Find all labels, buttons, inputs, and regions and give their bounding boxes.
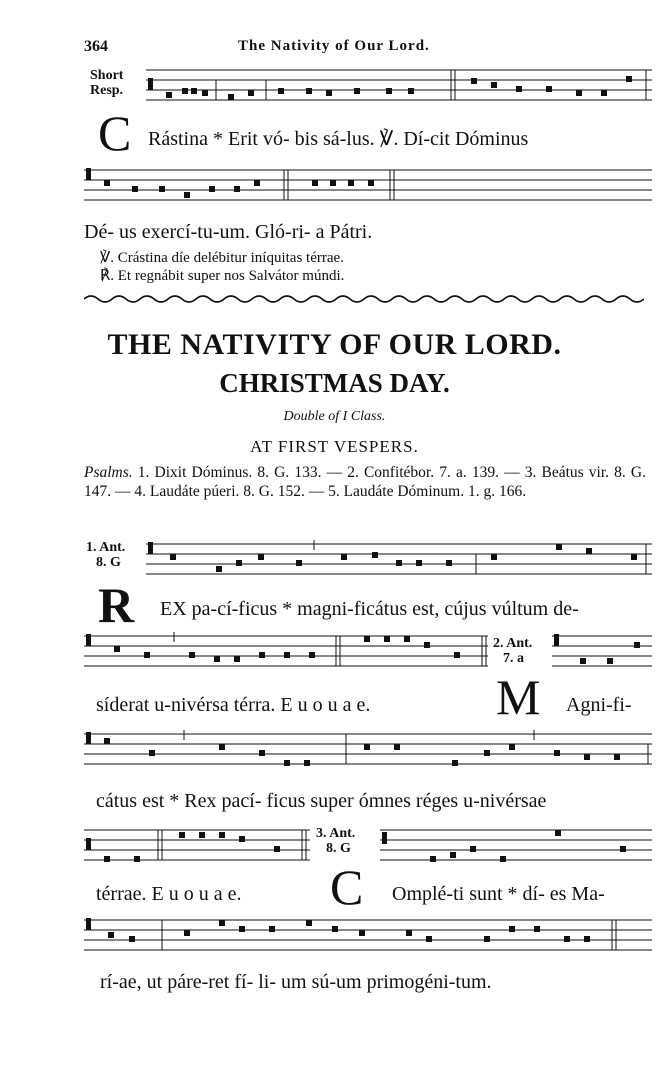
short-resp-response: ℟. Et regnábit super nos Salvátor múndi. [100, 268, 345, 284]
antiphon3-initial: C [330, 859, 364, 915]
staff-7 [84, 916, 652, 964]
antiphon3-lyrics-2: rí-ae, ut páre-ret fí- li- um sú-um primogéni-tum. [100, 971, 492, 993]
antiphon1-initial: R [98, 577, 135, 633]
psalms-list [84, 463, 646, 501]
feast-subtitle: CHRISTMAS DAY. [219, 368, 450, 398]
ornamental-divider [84, 292, 644, 310]
antiphon1-label [86, 540, 125, 570]
running-title: The Nativity of Our Lord. [238, 38, 430, 54]
page-number: 364 [84, 38, 108, 55]
antiphon2-label-line1: 2. Ant. [493, 636, 533, 651]
antiphon3-label-line2: 8. G [326, 841, 351, 856]
antiphon3-label [316, 826, 355, 856]
staff-4 [84, 632, 488, 680]
antiphon2-label-line2: 7. a [503, 651, 524, 666]
short-resp-verse: ℣. Crástina díe delébitur iníquitas térrae. [100, 250, 344, 266]
staff-2 [84, 166, 652, 210]
staff-6b [380, 826, 652, 874]
feast-rank: Double of I Class. [283, 409, 386, 424]
antiphon1-lyrics-2: síderat u-nivérsa térra. E u o u a e. [96, 694, 371, 716]
antiphon3-lyrics-1-tail: Omplé-ti sunt * dí- es Ma- [392, 883, 605, 905]
short-resp-lyrics-2: Dé- us exercí-tu-um. Gló-ri- a Pátri. [84, 221, 373, 243]
staff-5 [84, 730, 652, 778]
antiphon2-lyrics-3: térrae. E u o u a e. [96, 883, 242, 905]
staff-6 [84, 826, 310, 874]
short-resp-initial: C [98, 105, 132, 161]
short-resp-label-line2: Resp. [90, 83, 124, 98]
psalms-text: 1. Dixit Dóminus. 8. G. 133. — 2. Confitébor. 7. a. 139. — 3. Beátus vir. 8. G. 147. — 4. Laudáte púeri. 8. G. 152. — 5. Laudáte Dóminum. 1. g. 166. [84, 464, 646, 500]
staff-4b [552, 632, 652, 680]
psalms-label: Psalms. [84, 464, 133, 481]
antiphon2-label [493, 636, 532, 666]
feast-title: THE NATIVITY OF OUR LORD. [107, 328, 562, 361]
antiphon2-lyrics-1-tail: Agni-fi- [566, 694, 632, 716]
short-resp-label [90, 68, 123, 98]
antiphon1-label-line2: 8. G [96, 555, 121, 570]
office-heading: AT FIRST VESPERS. [250, 437, 419, 456]
antiphon3-label-line1: 3. Ant. [316, 826, 356, 841]
staff-1 [146, 66, 652, 110]
antiphon1-label-line1: 1. Ant. [86, 540, 126, 555]
antiphon1-lyrics-1: EX pa-cí-ficus * magni-ficátus est, cújus vúltum de- [160, 598, 579, 620]
staff-3 [146, 540, 652, 588]
antiphon2-initial: M [496, 669, 541, 725]
antiphon2-lyrics-2: cátus est * Rex pací- ficus super ómnes réges u-nivérsae [96, 790, 547, 812]
short-resp-lyrics-1: Rástina * Erit vó- bis sá-lus. ℣. Dí-cit Dóminus [148, 128, 529, 150]
short-resp-label-line1: Short [90, 68, 124, 83]
